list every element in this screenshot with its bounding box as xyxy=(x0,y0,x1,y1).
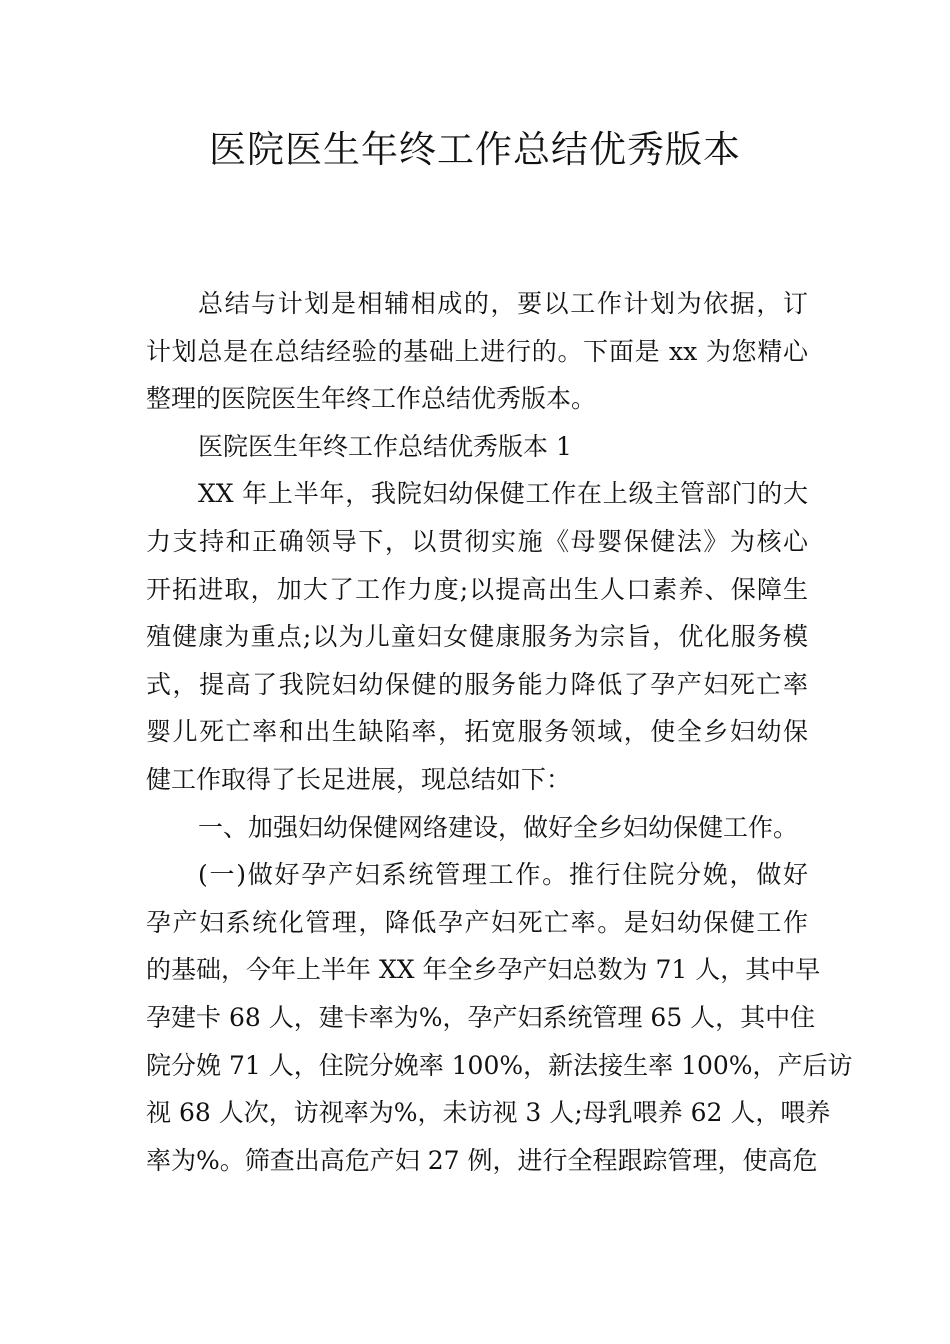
paragraph-line: 力支持和正确领导下，以贯彻实施《母婴保健法》为核心 xyxy=(146,526,808,556)
paragraph-line: 的基础，今年上半年 XX 年全乡孕产妇总数为 71 人，其中早 xyxy=(146,955,821,985)
paragraph-line: 总结与计划是相辅相成的，要以工作计划为依据，订 xyxy=(198,289,808,318)
paragraph-line: 殖健康为重点;以为儿童妇女健康服务为宗旨，优化服务模 xyxy=(146,622,808,652)
section-heading: 医院医生年终工作总结优秀版本 1 xyxy=(198,431,572,461)
paragraph-line: 孕产妇系统化管理，降低孕产妇死亡率。是妇幼保健工作 xyxy=(146,907,808,937)
paragraph-line: 率为%。筛查出高危产妇 27 例，进行全程跟踪管理，使高危 xyxy=(146,1145,818,1175)
document-body xyxy=(146,280,853,1184)
paragraph-line: (一)做好孕产妇系统管理工作。推行住院分娩，做好 xyxy=(198,860,808,890)
paragraph-line: 开拓进取，加大了工作力度;以提高出生人口素养、保障生 xyxy=(146,574,808,604)
paragraph-line: XX 年上半年，我院妇幼保健工作在上级主管部门的大 xyxy=(198,479,808,509)
paragraph-line: 孕建卡 68 人，建卡率为%，孕产妇系统管理 65 人，其中住 xyxy=(146,1002,816,1032)
section-heading: 一、加强妇幼保健网络建设，做好全乡妇幼保健工作。 xyxy=(198,812,799,842)
paragraph-line: 婴儿死亡率和出生缺陷率，拓宽服务领域，使全乡妇幼保 xyxy=(146,717,808,747)
paragraph-line: 院分娩 71 人，住院分娩率 100%，新法接生率 100%，产后访 xyxy=(146,1050,853,1080)
paragraph-line: 视 68 人次，访视率为%，未访视 3 人;母乳喂养 62 人，喂养 xyxy=(146,1098,831,1128)
paragraph-line: 健工作取得了长足进展，现总结如下： xyxy=(146,764,572,794)
paragraph-line: 计划总是在总结经验的基础上进行的。下面是 xx 为您精心 xyxy=(146,336,808,366)
paragraph-line: 整理的医院医生年终工作总结优秀版本。 xyxy=(146,384,597,414)
document-title: 医院医生年终工作总结优秀版本 xyxy=(209,128,741,171)
paragraph-line: 式，提高了我院妇幼保健的服务能力降低了孕产妇死亡率 xyxy=(146,669,808,699)
